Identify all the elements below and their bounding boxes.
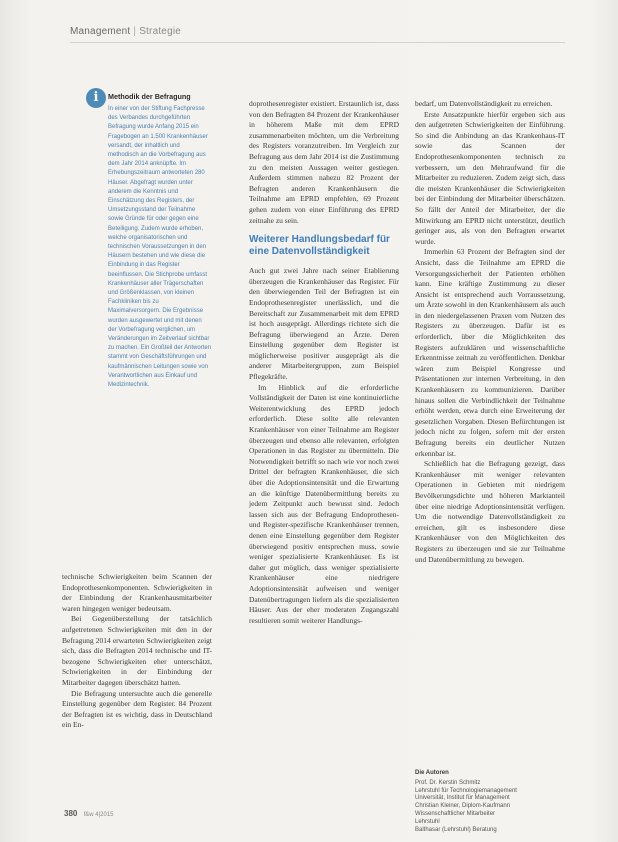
col3-paragraph: Immerhin 63 Prozent der Befragten sind der Ansicht, dass die Teilnahme am EPRD die Versorgungssicherheit der Patienten erhöhen kann. Eine kräftige Zustimmung zu dieser Ansicht ist entsprechend auch Vorraussetzung, um Ärzte sowohl in den Krankenhäusern als auch in den niedergelassenen Praxen vom Nutzen des Registers zu überzeugen. Dafür ist es erforderlich, über die Möglichkeiten des Registers aufzuklären und wissenschaftliche Erkenntnisse zeitnah zu veröffentlichen. Denkbar wären zum Beispiel Kongresse und Präsentationen zur internen Verbreitung, in den Krankenhäusern zu kommunizieren. Darüber hinaus sollen die Verbindlichkeit der Teilnahme erhöht werden, etwa durch eine Erweiterung der gesetzlichen Vorgaben. Diesen Befürchtungen ist jedoch nicht zu folgen, sofern mit der ersten Befragung bereits ein deutlicher Nutzen erkennbar ist. [415,247,565,458]
col3-paragraph: Erste Ansatzpunkte hierfür ergeben sich aus den aufgetreten Schwierigkeiten der Einführung. So sind die Anbindung an das Krankenhaus-IT sowie das Scannen der Endoprothesenkomponenten technisch zu verbessern, um den Mehraufwand für die Mitarbeiter zu reduzieren. Zudem zeigt sich, dass die meisten Krankenhäuser die Schwierigkeiten bei der Einbindung der Mitarbeiter überschätzen. So fällt der Anteil der Mitarbeiter, der die Mitwirkung am EPRD nicht unterstützt, deutlich geringer aus, als von den Befragten erwartet wurde. [415,109,565,246]
column-1 [62,572,212,731]
section-subheading: Weiterer Handlungsbedarf für eine Datenvollständigkeit [249,234,390,258]
header-subsection: Strategie [139,26,182,37]
author-line: Wissenschaftlicher Mitarbeiter [415,810,496,817]
header-rule [70,42,565,43]
author-box-title: Die Autoren [415,770,449,776]
col3-paragraph: Schließlich hat die Befragung gezeigt, dass Krankenhäuser mit weniger relevanten Operationen in Gebieten mit niedrigem Bevölkerungsdichte und höheren Marktanteil über eine niedrige Adoptionsintensität verfügen. Um die notwendige Datenvollständigkeit zu erreichen, gilt es insbesondere diese Krankenhäuser von den Möglichkeiten des Registers zu überzeugen und sie zur Teilnahme und Datenübermittlung zu bewegen. [415,459,565,564]
page-number: 380 [64,809,78,818]
infobox-body: In einer von der Stiftung Fachpresse des Verbandes durchgeführten Befragung wurde Anfang 2015 ein Fragebogen an 1.500 Krankenhäuser versandt, der inhaltlich und methodisch an die Vorbefragung aus dem Jahr 2014 anknüpfte. Im Erhebungszeitraum antworteten 280 Häuser. Abgefragt wurden unter anderem die Kenntnis und Einschätzung des Registers, der Umsetzungsstand der Teilnahme sowie Gründe für oder gegen eine Beteiligung. Zudem wurde erhoben, welche organisatorischen und technischen Voraussetzungen in den Häusern bestehen und wie diese die Einbindung in das Register beeinflussen. Die Stichprobe umfasst Krankenhäuser aller Trägerschaften und Größenklassen, von kleinen Fachkliniken bis zu Maximalversorgern. Die Ergebnisse wurden ausgewertet und mit denen der Vorbefragung verglichen, um Veränderungen im Zeitverlauf sichtbar zu machen. Ein Großteil der Antworten stammt von Geschäftsführungen und kaufmännischen Leitungen sowie von Verantwortlichen aus Einkauf und Medizintechnik. [108,106,212,389]
col2-paragraph: doprothesenregister existiert. Erstaunlich ist, dass von den Befragten 84 Prozent der Krankenhäuser in höherem Maße mit dem EPRD zusammenarbeiten möchten, um die Verbreitung des Registers voranzutreiben. Im Vergleich zur Befragung aus dem Jahr 2014 ist die Zustimmung zu den meisten Aussagen weiter gestiegen. Außerdem stimmen nahezu 82 Prozent der Befragten anderen Krankenhäusern die Teilnahme am EPRD empfehlen, 69 Prozent gehen zudem von einer Einführung des EPRD zeitnahe zu sein. [249,99,399,225]
column-3 [415,99,565,565]
column-2 [249,99,399,626]
col1-paragraph: Die Befragung untersuchte auch die generelle Einstellung gegenüber dem Register. 84 Prozent der Befragten ist es wichtig, dass in Deutschland ein En- [62,688,212,730]
author-line: Lehrstuhl für Technologiemanagement [415,787,517,794]
author-line: Prof. Dr. Kerstin Schmitz [415,779,481,786]
header-section: Management [70,26,131,37]
header-separator: | [133,26,137,37]
publication-issue: f&w 4|2015 [83,812,114,818]
author-line: Christian Kleiner, Diplom-Kaufmann [415,803,511,810]
col1-paragraph: technische Schwierigkeiten beim Scannen der Endoprothesenkomponenten. Schwierigkeiten in der Einbindung der Krankenhausmitarbeiter waren hingegen weniger bedeutsam. [62,572,212,613]
running-header [70,26,181,37]
page-footer [64,809,114,818]
author-line: Balthasar (Lehrstuhl) Beratung [415,826,497,833]
info-icon: i [86,88,106,108]
col3-paragraph: bedarf, um Datenvollständigkeit zu erreichen. [415,99,553,108]
author-box [415,770,565,834]
infobox-title: Methodik der Befragung [108,92,191,101]
author-line: Universität, Institut für Management [415,795,510,802]
col2-paragraph: Auch gut zwei Jahre nach seiner Etablierung überzeugen die Krankenhäuser das Register. Für den überwiegenden Teil der Befragten ist ein Endoprothesenregister unerlässlich, und die Bereitschaft zur Zusammenarbeit mit dem EPRD ist hoch ausgeprägt. Allerdings richtete sich die Befragung überwiegend an Ärzte. Deren Einstellung gegenüber dem Register ist möglicherweise positiver ausgeprägt als die anderer Mitarbeitergruppen, zum Beispiel Pflegekräfte. [249,266,399,382]
methodology-infobox [93,90,212,554]
col1-paragraph: Bei Gegenüberstellung der tatsächlich aufgetretenen Schwierigkeiten mit den in der Befragung 2014 erwarteten Schwierigkeiten zeigt sich, dass die Befragten 2014 technische und IT-bezogene Schwierigkeiten eher unterschätzt, Schwierigkeiten in der Einbindung der Mitarbeiter dagegen überschätzt hatten. [62,614,212,687]
col2-paragraph: Im Hinblick auf die erforderliche Vollständigkeit der Daten ist eine kontinuierliche Weiterentwicklung des EPRD jedoch erforderlich. Diese sollte alle relevanten Krankenhäuser von einer Teilnahme am Register überzeugen und ebenso alle relevanten, erfolgten Operationen in das Register zu übermitteln. Die Notwendigkeit betrifft so nach wie vor noch zwei Drittel der befragten Krankenhäuser, die sich über die Adoptionsintensität und die Erwartung an die künftige Datenübermittlung bereits zu jedem Zeitpunkt auch bewusst sind. Jedoch lassen sich aus der Befragung Endoprothesen- und Register-spezifische Krankenhäuser trennen, denen eine Einstellung gegenüber dem Register überwiegend positiv entsprechen muss, sowie weniger spezialisierte Krankenhäuser. Es ist daher gut möglich, dass weniger spezialisierte Krankenhäuser eine niedrigere Adoptionsintensität aufweisen und weniger Datenübertragungen liefern als die spezialisierten Häuser. Aus der eher moderaten Zugangszahl resultieren somit weiterer Handlungs- [249,382,399,625]
author-line: Lehrstuhl [415,818,440,825]
